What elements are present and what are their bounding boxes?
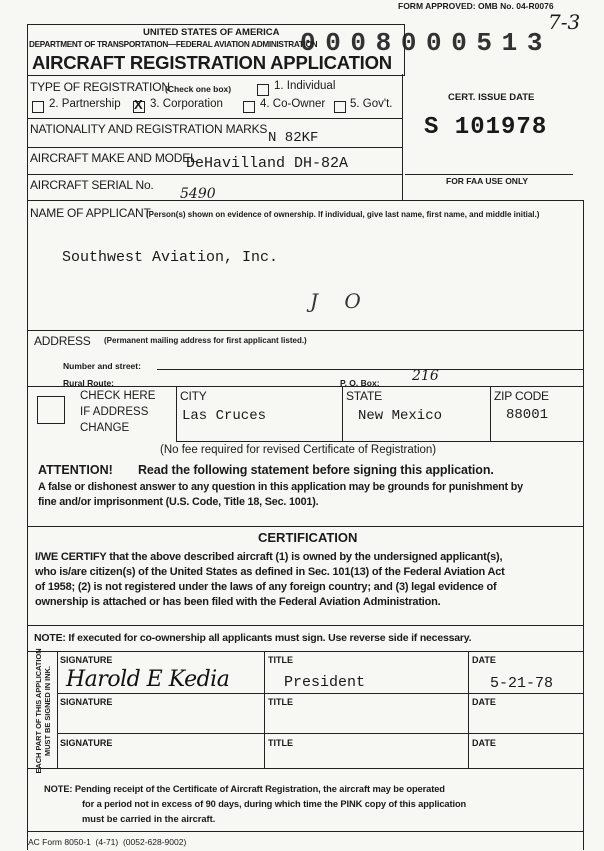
street-rule	[157, 369, 583, 370]
title-1-value: President	[284, 674, 366, 691]
title-1-label: TITLE	[268, 655, 293, 665]
handwritten-number: 7-3	[548, 10, 581, 34]
faa-use-only-label: FOR FAA USE ONLY	[446, 176, 529, 186]
option-co-owner-checkbox[interactable]	[243, 101, 255, 113]
zip-left-border	[490, 386, 491, 442]
pending-note-line-3: must be carried in the aircraft.	[82, 814, 216, 824]
attention-text-2: A false or dishonest answer to any question in this application may be grounds for punishment by	[38, 481, 523, 493]
sign-in-ink-label: EACH PART OF THIS APPLICATION MUST BE SIGNED IN INK.	[34, 648, 52, 774]
street-label: Number and street:	[63, 361, 141, 371]
nationality-label: NATIONALITY AND REGISTRATION MARKS	[30, 122, 268, 136]
signature-1-value: Harold E Kedia	[66, 667, 230, 692]
date-3-label: DATE	[472, 738, 496, 748]
date-1-value: 5-21-78	[490, 675, 554, 692]
title-2-label: TITLE	[268, 697, 293, 707]
applicant-name-note: (Person(s) shown on evidence of ownership. If individual, give last name, first name, and middle initial.)	[146, 210, 540, 219]
sig-row-rule-2	[57, 733, 584, 734]
applicant-stamp-mark: J O	[310, 289, 371, 313]
zip-label: ZIP CODE	[494, 389, 549, 403]
title-3-label: TITLE	[268, 738, 293, 748]
serial-label: AIRCRAFT SERIAL No.	[30, 178, 154, 192]
state-value: New Mexico	[358, 408, 443, 424]
city-left-border	[176, 386, 177, 442]
signature-2-label: SIGNATURE	[60, 697, 113, 707]
rule-before-address	[27, 330, 584, 331]
address-label: ADDRESS	[34, 334, 91, 348]
certification-heading: CERTIFICATION	[258, 530, 358, 545]
make-model-label: AIRCRAFT MAKE AND MODEL	[30, 151, 197, 165]
check-here-line2: IF ADDRESS	[80, 406, 149, 418]
faa-use-rule	[405, 174, 573, 175]
city-value: Las Cruces	[182, 408, 267, 424]
option-govt-label: 5. Gov't.	[350, 98, 393, 110]
certification-line-3: of 1958; (2) is not registered under the laws of any foreign country; and (3) legal evidence of	[35, 581, 497, 593]
rule-after-make-model	[27, 174, 403, 175]
option-individual-checkbox[interactable]	[257, 84, 269, 96]
pending-note-line-2: for a period not in excess of 90 days, during which time the PINK copy of this application	[82, 799, 467, 809]
po-box-value: 216	[412, 368, 439, 384]
rule-before-city	[27, 386, 584, 387]
rule-before-applicant	[27, 200, 584, 201]
applicant-name-value: Southwest Aviation, Inc.	[62, 249, 279, 266]
cert-issue-date-label: CERT. ISSUE DATE	[448, 92, 535, 103]
address-change-checkbox[interactable]	[37, 396, 65, 424]
make-model-value: DeHavilland DH-82A	[186, 155, 349, 172]
side-label-border	[57, 651, 58, 768]
date-2-label: DATE	[472, 697, 496, 707]
option-corporation-label: 3. Corporation	[150, 98, 223, 110]
city-label: CITY	[180, 389, 207, 403]
zip-value: 88001	[506, 407, 549, 423]
nationality-value: N 82KF	[268, 130, 319, 146]
rule-before-certification	[27, 526, 584, 527]
check-one-note: (Check one box)	[165, 84, 232, 94]
form-approved-label: FORM APPROVED: OMB No. 04-R0076	[398, 1, 554, 11]
co-ownership-note: NOTE: If executed for co-ownership all applicants must sign. Use reverse side if necessary.	[34, 632, 472, 644]
check-here-line1: CHECK HERE	[80, 390, 156, 402]
rule-after-city	[176, 441, 584, 442]
sig-row-rule-1	[57, 693, 584, 694]
attention-text-1: Read the following statement before signing this application.	[138, 463, 494, 477]
rule-after-nationality	[27, 147, 403, 148]
registration-right-border	[402, 74, 403, 200]
applicant-name-label: NAME OF APPLICANT	[30, 206, 151, 220]
frame-bottom	[27, 831, 584, 832]
country-label: UNITED STATES OF AMERICA	[143, 27, 280, 38]
address-note: (Permanent mailing address for first applicant listed.)	[104, 336, 307, 345]
form-id-label: AC Form 8050-1 (4-71) (0052-628-9002)	[28, 837, 187, 847]
po-box-label: P. O. Box:	[340, 378, 380, 388]
no-fee-note: (No fee required for revised Certificate of Registration)	[160, 444, 437, 456]
pending-note-line-1: NOTE: Pending receipt of the Certificate of Aircraft Registration, the aircraft may be operated	[44, 784, 445, 794]
serial-value: 5490	[180, 186, 216, 202]
option-partnership-label: 2. Partnership	[49, 98, 121, 110]
option-individual-label: 1. Individual	[274, 80, 336, 92]
cert-number: S 101978	[424, 114, 548, 141]
stamped-number: 0 0 0 8 0 0 0 5 1 3	[300, 28, 540, 58]
state-left-border	[342, 386, 343, 442]
form-title: AIRCRAFT REGISTRATION APPLICATION	[32, 52, 392, 73]
attention-heading: ATTENTION!	[38, 463, 113, 477]
department-label: DEPARTMENT OF TRANSPORTATION—FEDERAL AVIATION ADMINISTRATION	[29, 40, 318, 49]
certification-line-4: ownership is attached or has been filed with the Federal Aviation Administration.	[35, 596, 441, 608]
title-col-border	[264, 651, 265, 768]
certification-line-1: I/WE CERTIFY that the above described aircraft (1) is owned by the undersigned applicant(s),	[35, 551, 503, 563]
signature-3-label: SIGNATURE	[60, 738, 113, 748]
type-of-registration-label: TYPE OF REGISTRATION	[30, 80, 170, 94]
rural-route-label: Rural Route:	[63, 378, 114, 388]
frame-right	[583, 200, 584, 850]
rule-before-signatures	[27, 651, 584, 652]
rule-before-note	[27, 625, 584, 626]
check-here-line3: CHANGE	[80, 422, 130, 434]
date-col-border	[468, 651, 469, 768]
certification-line-2: who is/are citizen(s) of the United States as defined in Sec. 101(13) of the Federal Aviation Act	[35, 566, 505, 578]
corporation-checkmark: X	[134, 97, 143, 112]
option-govt-checkbox[interactable]	[334, 101, 346, 113]
option-partnership-checkbox[interactable]	[32, 101, 44, 113]
option-co-owner-label: 4. Co-Owner	[260, 98, 326, 110]
sig-row-rule-3	[27, 768, 584, 769]
state-label: STATE	[346, 389, 382, 403]
rule-after-type	[27, 118, 403, 119]
attention-text-3: fine and/or imprisonment (U.S. Code, Title 18, Sec. 1001).	[38, 496, 319, 508]
signature-1-label: SIGNATURE	[60, 655, 113, 665]
date-1-label: DATE	[472, 655, 496, 665]
